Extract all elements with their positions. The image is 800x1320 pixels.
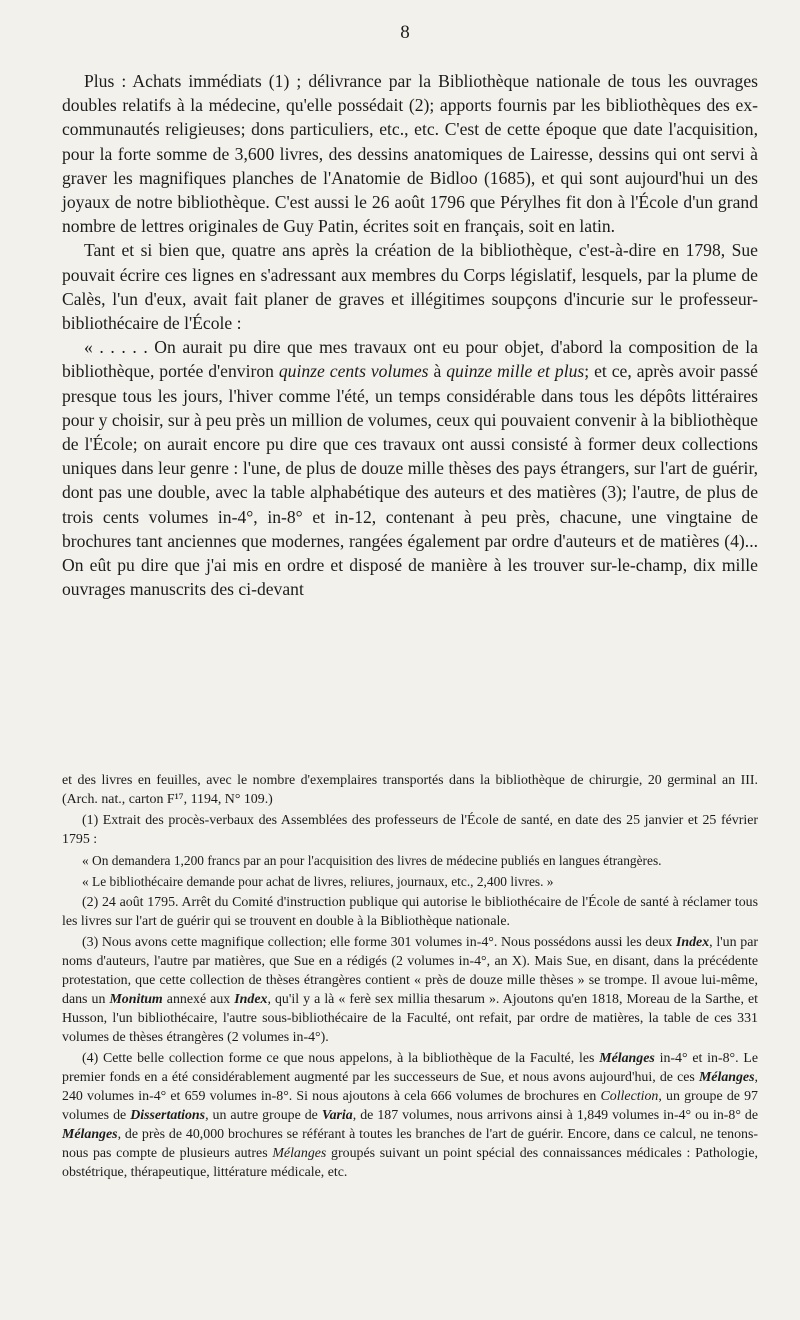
footnote-4 <box>62 1049 758 1182</box>
footnote-3 <box>62 933 758 1047</box>
footnote-3-index-2: Index <box>234 992 268 1007</box>
paragraph-acquisitions: Plus : Achats immédiats (1) ; délivrance par la Bibliothèque nationale de tous les ouvrages doubles relatifs à la médecine, qu'elle possédait (2); apports fournis par les bibliothèques des ex-communautés religieuses; dons particuliers, etc., etc. C'est de cette époque que date l'acquisition, pour la forte somme de 3,600 livres, des dessins anatomiques de Lairesse, dessins qui ont servi à graver les magnifiques planches de l'Anatomie de Bidloo (1685), et qui sont aujourd'hui un des joyaux de notre bibliothèque. C'est aussi le 26 août 1796 que Pérylhes fit don à l'École d'un grand nombre de lettres originales de Guy Patin, écrites soit en français, soit en latin. <box>62 71 758 237</box>
footnote-4-melanges-2: Mélanges <box>698 1070 755 1085</box>
footnote-3-text-a: (3) Nous avons cette magnifique collection; elle forme 301 volumes in-4°. Nous possédons aussi les deux <box>82 935 676 950</box>
quote-emphasis-1: quinze cents volumes <box>278 361 429 382</box>
footnote-4-text-d: , un groupe de 97 volumes de <box>62 1089 758 1123</box>
footnote-4-text-g: , de près de 40,000 brochures se référant à toutes les branches de l'art de guérir. Encore, dans ce calcul, ne tenons-nous pas compte de plusieurs autres <box>62 1127 758 1161</box>
page-number: 8 <box>400 22 410 43</box>
paragraph-sue-quote <box>62 335 758 601</box>
footnote-4-dissertations: Dissertations <box>130 1108 206 1123</box>
footnote-4-varia: Varia <box>321 1108 353 1123</box>
footnote-4-collection: Collection <box>600 1089 659 1104</box>
quote-emphasis-2: quinze mille et plus <box>446 361 585 382</box>
footnote-4-text-c: , 240 volumes in-4° et 659 volumes in-8°. Si nous ajoutons à cela 666 volumes de brochures en <box>62 1070 758 1104</box>
footnote-4-text-a: (4) Cette belle collection forme ce que nous appelons, à la bibliothèque de la Faculté, les <box>82 1051 600 1066</box>
footnote-4-text-f: , de 187 volumes, nous arrivons ainsi à 1,849 volumes in-4° ou in-8° de <box>352 1108 758 1123</box>
footnote-3-text-d: , qu'il y a là « ferè sex millia thesarum ». Ajoutons qu'en 1818, Moreau de la Sarthe, et Husson, l'un bibliothécaire, l'autre sous-bibliothécaire de la Faculté, ont refait, par ordre de matières, la table de ces 331 volumes de thèses étrangères (2 volumes in-4°). <box>62 992 758 1045</box>
footnote-continuation: et des livres en feuilles, avec le nombre d'exemplaires transportés dans la bibliothèque de chirurgie, 20 germinal an III. (Arch. nat., carton F¹⁷, 1194, N° 109.) <box>62 773 758 807</box>
footnote-3-index-1: Index <box>675 935 710 950</box>
footnotes <box>62 771 758 1184</box>
footnote-1-quote-1: « On demandera 1,200 francs par an pour l'acquisition des livres de médecine publiés en langues étrangères. <box>82 853 662 868</box>
footnote-2: (2) 24 août 1795. Arrêt du Comité d'instruction publique qui autorise le bibliothécaire de l'École de santé à réclamer tous les livres sur l'art de guérir qui se trouvent en double à la Bibliothèque nationale. <box>62 895 758 929</box>
paragraph-sue-context: Tant et si bien que, quatre ans après la création de la bibliothèque, c'est-à-dire en 1798, Sue pouvait écrire ces lignes en s'adressant aux membres du Corps législatif, lesquels, par la plume de Calès, l'un d'eux, avait fait planer de graves et illégitimes soupçons d'incurie sur le professeur-bibliothécaire de l'École : <box>62 240 758 334</box>
quote-text-a: « . . . . . On aurait pu dire que mes travaux ont eu pour objet, d'abord la composition de la bibliothèque, portée d'environ <box>62 337 758 382</box>
footnote-1: (1) Extrait des procès-verbaux des Assemblées des professeurs de l'École de santé, en date des 25 janvier et 25 février 1795 : <box>62 813 758 847</box>
main-text <box>62 69 758 601</box>
footnote-4-text-h: groupés suivant un point spécial des connaissances médicales : Pathologie, obstétrique, thérapeutique, littérature médicale, etc. <box>62 1146 759 1180</box>
footnote-3-text-c: annexé aux <box>162 992 235 1007</box>
footnote-4-melanges-1: Mélanges <box>599 1051 655 1066</box>
footnote-3-monitum: Monitum <box>109 992 163 1007</box>
footnote-4-text-b: in-4° et in-8°. Le premier fonds en a été considérablement augmenté par les successeurs de Sue, et nous avons aujourd'hui, de ces <box>62 1051 758 1085</box>
footnote-4-melanges-4: Mélanges <box>272 1146 327 1161</box>
footnote-4-text-e: , un autre groupe de <box>205 1108 322 1123</box>
footnote-4-melanges-3: Mélanges <box>62 1127 118 1142</box>
quote-text-b: à <box>428 361 447 382</box>
footnote-3-text-b: , l'un par noms d'auteurs, l'autre par matières, que Sue en a rédigés (2 volumes in-4°, an X). Mais Sue, en disant, dans la précédente protestation, que cette collection de thèses étrangères contient « près de douze mille thèses » se trompe. Il avoue lui-même, dans un <box>62 935 758 1007</box>
footnote-1-quote-2: « Le bibliothécaire demande pour achat de livres, reliures, journaux, etc., 2,400 livres. » <box>82 874 554 889</box>
quote-text-c: ; et ce, après avoir passé presque tous les jours, l'hiver comme l'été, un temps considérable dans tous les dépôts littéraires pour y choisir, sur à peu près un million de volumes, ceux qui pouvaient convenir à la bibliothèque de l'École; on aurait encore pu dire que ces travaux ont aussi consisté à former deux collections uniques dans leur genre : l'une, de plus de douze mille thèses des pays étrangers, sur l'art de guérir, dont pas une double, avec la table alphabétique des auteurs et des matières (3); l'autre, de plus de trois cents volumes in-4°, in-8° et in-12, contenant à peu près, chacune, une vingtaine de brochures tant anciennes que modernes, rangées également par ordre d'auteurs et de matières (4)... On eût pu dire que j'ai mis en ordre et disposé de manière à les trouver sur-le-champ, dix mille ouvrages manuscrits des ci-devant <box>62 361 758 600</box>
